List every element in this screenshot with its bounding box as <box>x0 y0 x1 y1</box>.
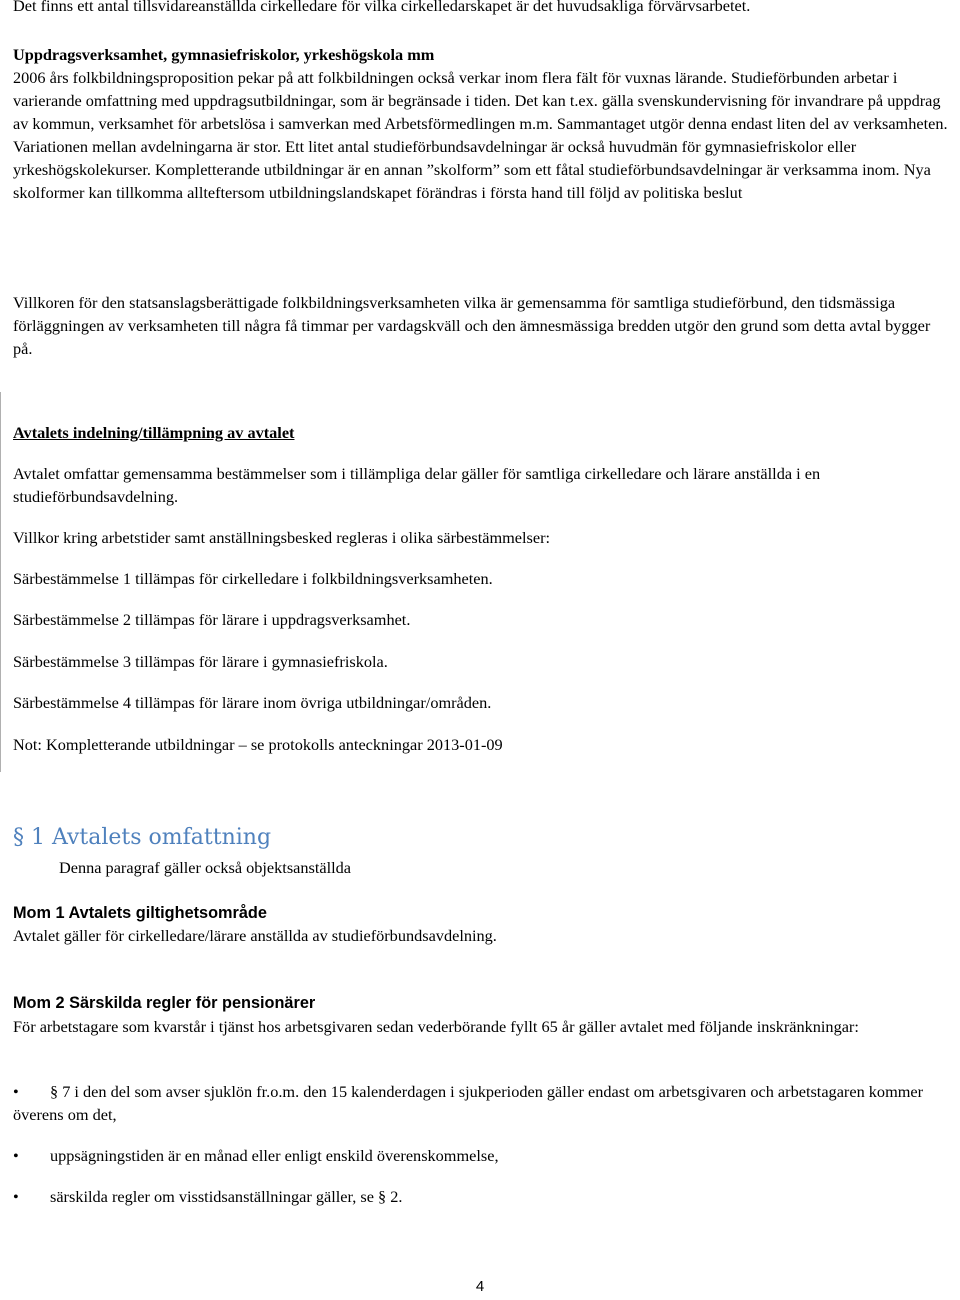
uppdrag-heading: Uppdragsverksamhet, gymnasiefriskolor, yrkeshögskola mm <box>13 45 435 64</box>
page-number: 4 <box>475 1278 485 1295</box>
indelning-p1: Avtalet omfattar gemensamma bestämmelser som i tillämpliga delar gäller för samtliga cirkelledare och lärare anställda i en studieförbundsavdelning. <box>13 464 821 506</box>
list-item-text: särskilda regler om visstidsanställningar gäller, se § 2. <box>50 1187 403 1206</box>
section-1-heading <box>13 824 271 852</box>
indelning-note: Not: Kompletterande utbildningar – se protokolls anteckningar 2013-01-09 <box>13 735 503 754</box>
list-item-text: § 7 i den del som avser sjuklön fr.o.m. den 15 kalenderdagen i sjukperioden gäller endast om arbetsgivaren och arbetstagaren kommer överens om det, <box>13 1082 924 1124</box>
list-item-text: uppsägningstiden är en månad eller enligt enskild överenskommelse, <box>50 1146 499 1165</box>
uppdrag-body: 2006 års folkbildningsproposition pekar på att folkbildningen också verkar inom flera fält för vuxnas lärande. Studieförbunden arbetar i varierande omfattning med uppdragsutbildningar, som är begränsade i tiden. Det kan t.ex. gälla svenskundervisning för invandrare på uppdrag av kommun, verksamhet för arbetslösa i samverkan med Arbetsförmedlingen m.m. Sammantaget utgör denna endast liten del av verksamheten. Variationen mellan avdelningarna är stor. Ett litet antal studieförbundsavdelningar är också huvudmän för gymnasiefriskolor eller yrkeshögskolekurser. Kompletterande utbildningar är en annan ”skolform” som ett fåtal studieförbundsavdelningar är verksamma inom. Nya skolformer kan tillkomma allteftersom utbildningslandskapet förändras i första hand till följd av politiska beslut <box>13 68 948 202</box>
sarbestammelse-3: Särbestämmelse 3 tillämpas för lärare i gymnasiefriskola. <box>13 652 388 671</box>
bullet-icon: • <box>13 1082 19 1101</box>
list-item <box>13 1080 953 1126</box>
mom2-body: För arbetstagare som kvarstår i tjänst hos arbetsgivaren sedan vederbörande fyllt 65 år gäller avtalet med följande inskränkningar: <box>13 1017 859 1036</box>
mom1-body: Avtalet gäller för cirkelledare/lärare anställda av studieförbundsavdelning. <box>13 926 497 945</box>
sarbestammelse-4: Särbestämmelse 4 tillämpas för lärare inom övriga utbildningar/områden. <box>13 693 492 712</box>
section-1-subtitle: Denna paragraf gäller också objektsanställda <box>59 858 352 877</box>
revision-bar <box>0 392 1 772</box>
section-symbol: § <box>13 825 24 850</box>
bullet-icon: • <box>13 1187 19 1206</box>
mom2-heading: Mom 2 Särskilda regler för pensionärer <box>13 994 316 1012</box>
sarbestammelse-1: Särbestämmelse 1 tillämpas för cirkelledare i folkbildningsverksamheten. <box>13 569 493 588</box>
intro-text: Det finns ett antal tillsvidareanställda cirkelledare för vilka cirkelledarskapet är det huvudsakliga förvärvsarbetet. <box>13 0 751 15</box>
indelning-p2: Villkor kring arbetstider samt anställningsbesked regleras i olika särbestämmelser: <box>13 528 551 547</box>
sarbestammelse-2: Särbestämmelse 2 tillämpas för lärare i uppdragsverksamhet. <box>13 610 411 629</box>
indelning-heading: Avtalets indelning/tillämpning av avtalet <box>13 423 295 442</box>
mom1-heading: Mom 1 Avtalets giltighetsområde <box>13 904 267 922</box>
section-1-title: 1 Avtalets omfattning <box>31 825 272 850</box>
villkoren-text: Villkoren för den statsanslagsberättigade folkbildningsverksamheten vilka är gemensamma för samtliga studieförbund, den tidsmässiga förläggningen av verksamheten till några få timmar per vardagskväll och den ämnesmässiga bredden utgör den grund som detta avtal bygger på. <box>13 293 931 358</box>
bullet-icon: • <box>13 1146 19 1165</box>
